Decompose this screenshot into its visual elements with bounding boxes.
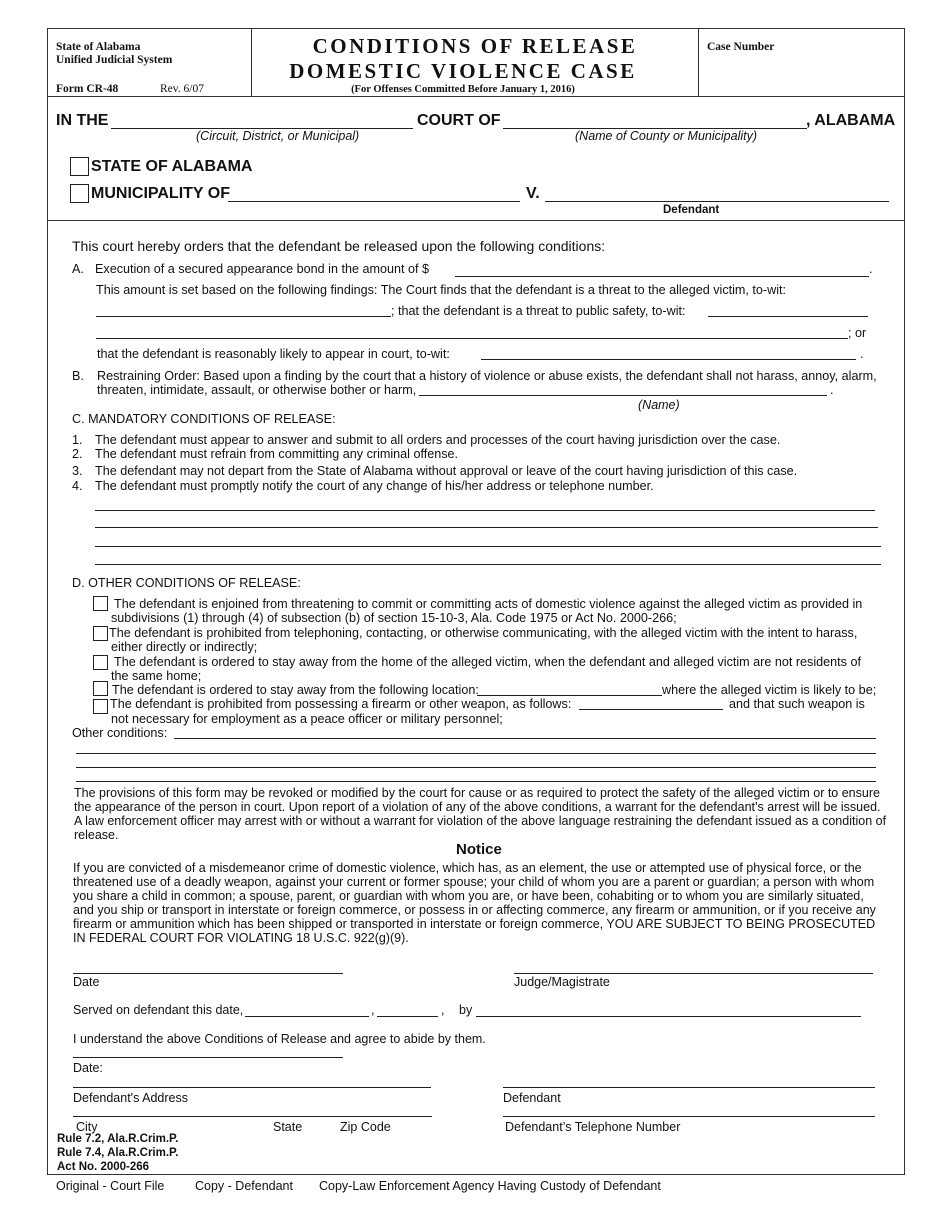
- other-text-4b: where the alleged victim is likely to be;: [662, 683, 877, 697]
- item-b-period: .: [830, 383, 834, 397]
- address-label: Defendant's Address: [73, 1091, 188, 1105]
- mandatory-text-4: The defendant must promptly notify the court of any change of his/her address or telephone number.: [95, 479, 654, 493]
- other-text-2b: either directly or indirectly;: [111, 640, 258, 654]
- other-text-3a: The defendant is ordered to stay away from the home of the alleged victim, when the defendant and alleged victim are not residents of: [114, 655, 861, 669]
- telephone-label: Defendant’s Telephone Number: [505, 1120, 681, 1134]
- header-divider-right: [698, 28, 699, 96]
- date-field[interactable]: [73, 973, 343, 974]
- item-a-public: ; that the defendant is a threat to public safety, to-wit:: [391, 304, 686, 318]
- protected-name-field[interactable]: [419, 395, 827, 396]
- state-label: State of Alabama: [56, 41, 141, 53]
- defendant-date-field[interactable]: [73, 1057, 343, 1058]
- rule-3: Act No. 2000-266: [57, 1161, 150, 1173]
- stay-away-location-field[interactable]: [477, 695, 662, 696]
- mandatory-num-2: 2.: [72, 447, 83, 461]
- item-a-findings: This amount is set based on the following findings: The Court finds that the defendant is a threat to the alleged victim, to-wit:: [96, 283, 787, 297]
- footer-original: Original - Court File: [56, 1179, 165, 1193]
- appear-field[interactable]: [481, 359, 856, 360]
- other-checkbox-4[interactable]: [93, 681, 108, 696]
- city-label: City: [76, 1120, 98, 1134]
- other-text-5c: not necessary for employment as a peace officer or military personnel;: [111, 712, 503, 726]
- mandatory-extra-line-2[interactable]: [95, 527, 878, 528]
- other-heading: D. OTHER CONDITIONS OF RELEASE:: [72, 576, 301, 590]
- served-comma-2: ,: [441, 1003, 445, 1017]
- served-label: Served on defendant this date,: [73, 1003, 244, 1017]
- notice-heading: Notice: [456, 841, 502, 858]
- other-checkbox-5[interactable]: [93, 699, 108, 714]
- telephone-field[interactable]: [503, 1116, 875, 1117]
- mandatory-extra-line-3[interactable]: [95, 546, 881, 547]
- defendant-signature-field[interactable]: [503, 1087, 875, 1088]
- mandatory-num-3: 3.: [72, 464, 83, 478]
- other-conditions-field-3[interactable]: [76, 767, 876, 768]
- court-type-hint: (Circuit, District, or Municipal): [196, 129, 360, 143]
- item-b-text-1: Restraining Order: Based upon a finding by the court that a history of violence or abuse exists, the defendant shall not harass, annoy, alarm,: [97, 369, 877, 383]
- bond-amount-field[interactable]: [455, 276, 869, 277]
- item-b-text-2: threaten, intimidate, assault, or otherwise bother or harm,: [97, 383, 417, 397]
- case-number-label: Case Number: [707, 41, 775, 53]
- other-conditions-field-2[interactable]: [76, 753, 876, 754]
- public-threat-field-1[interactable]: [708, 316, 868, 317]
- rule-1: Rule 7.2, Ala.R.Crim.P.: [57, 1133, 179, 1145]
- other-text-1a: The defendant is enjoined from threatening to commit or committing acts of domestic violence against the alleged victim as provided in: [114, 597, 863, 611]
- date-label: Date: [73, 975, 100, 989]
- other-text-1b: subdivisions (1) through (4) of subsection (b) of section 15-10-3, Ala. Code 1975 or Act No. 2000-266;: [111, 611, 677, 625]
- court-of-label: COURT OF: [417, 112, 501, 129]
- defendant-name-field[interactable]: [545, 201, 889, 202]
- municipality-option-label: MUNICIPALITY OF: [91, 185, 230, 202]
- firearm-field[interactable]: [579, 709, 723, 710]
- served-date-field[interactable]: [245, 1016, 369, 1017]
- other-conditions-field-1[interactable]: [174, 738, 876, 739]
- other-text-2a: The defendant is prohibited from telephoning, contacting, or otherwise communicating, with the alleged victim with the intent to harass,: [109, 626, 858, 640]
- state-checkbox[interactable]: [70, 157, 89, 176]
- mandatory-text-3: The defendant may not depart from the State of Alabama without approval or leave of the court having jurisdiction of this case.: [95, 464, 798, 478]
- county-hint: (Name of County or Municipality): [575, 129, 758, 143]
- public-threat-field-2[interactable]: [96, 338, 848, 339]
- item-a-period: .: [869, 262, 873, 276]
- other-checkbox-3[interactable]: [93, 655, 108, 670]
- defendant-address-field[interactable]: [73, 1087, 431, 1088]
- served-by-label: by: [459, 1003, 473, 1017]
- item-a-appear-period: .: [860, 347, 864, 361]
- served-year-field[interactable]: [377, 1016, 438, 1017]
- provisions-text: The provisions of this form may be revoked or modified by the court for cause or as required to protect the safety of the alleged victim or to ensure the appearance of the person in court. Upon report of a violation of any of the above conditions, a warrant for the defendant’s arrest will be issued. A law enforcement officer may arrest with or without a warrant for violation of the above language restraining the defendant issued as a condition of release.: [74, 786, 887, 842]
- notice-text: If you are convicted of a misdemeanor crime of domestic violence, which has, as an element, the use or attempted use of physical force, or the threatened use of a deadly weapon, against your current or former spouse; your child of whom you are a parent or guardian; a person with whom you share a child in common; a spouse, parent, or guardian with whom you are, or have been, cohabiting or to whom you are similarly situated, and you ship or transport in interstate or foreign commerce, or possess in or affecting commerce, any firearm or ammunition, or if you receive any firearm or ammunition which has been shipped or transported in interstate or foreign commerce, YOU ARE SUBJECT TO BEING PROSECUTED IN FEDERAL COURT FOR VIOLATING 18 U.S.C. 922(g)(9).: [73, 861, 876, 945]
- other-conditions-field-4[interactable]: [76, 781, 876, 782]
- revision: Rev. 6/07: [160, 83, 204, 95]
- form-title-line1: CONDITIONS OF RELEASE: [312, 34, 638, 58]
- defendant-hint: Defendant: [663, 204, 720, 216]
- form-subtitle: (For Offenses Committed Before January 1, 2016): [351, 84, 575, 95]
- mandatory-text-2: The defendant must refrain from committing any criminal offense.: [95, 447, 459, 461]
- judge-label: Judge/Magistrate: [514, 975, 610, 989]
- court-section-rule: [47, 220, 904, 221]
- item-a-or: ; or: [848, 326, 867, 340]
- form-number: Form CR-48: [56, 83, 119, 95]
- mandatory-heading: C. MANDATORY CONDITIONS OF RELEASE:: [72, 412, 336, 426]
- mandatory-num-4: 4.: [72, 479, 83, 493]
- other-checkbox-1[interactable]: [93, 596, 108, 611]
- mandatory-extra-line-4[interactable]: [95, 564, 881, 565]
- versus-label: V.: [526, 185, 540, 202]
- name-hint: (Name): [638, 398, 680, 412]
- in-the-label: IN THE: [56, 112, 109, 129]
- city-state-zip-field[interactable]: [73, 1116, 432, 1117]
- other-checkbox-2[interactable]: [93, 626, 108, 641]
- footer-copy-law: Copy-Law Enforcement Agency Having Custody of Defendant: [319, 1179, 661, 1193]
- alabama-label: , ALABAMA: [806, 112, 896, 129]
- state-option-label: STATE OF ALABAMA: [91, 158, 253, 175]
- state-label-2: State: [273, 1120, 303, 1134]
- mandatory-text-1: The defendant must appear to answer and submit to all orders and processes of the court having jurisdiction over the case.: [95, 433, 781, 447]
- victim-threat-field[interactable]: [96, 316, 391, 317]
- municipality-checkbox[interactable]: [70, 184, 89, 203]
- understand-text: I understand the above Conditions of Release and agree to abide by them.: [73, 1032, 486, 1046]
- item-a-appear: that the defendant is reasonably likely to appear in court, to-wit:: [97, 347, 450, 361]
- other-conditions-label: Other conditions:: [72, 726, 168, 740]
- other-text-4a: The defendant is ordered to stay away from the following location:: [112, 683, 479, 697]
- footer-copy-defendant: Copy - Defendant: [195, 1179, 293, 1193]
- judge-signature-field[interactable]: [514, 973, 873, 974]
- mandatory-extra-line-1[interactable]: [95, 510, 875, 511]
- item-a-letter: A.: [72, 262, 84, 276]
- other-text-5a: The defendant is prohibited from possessing a firearm or other weapon, as follows:: [110, 697, 572, 711]
- defendant-signature-label: Defendant: [503, 1091, 561, 1105]
- defendant-date-label: Date:: [73, 1061, 103, 1075]
- system-label: Unified Judicial System: [56, 54, 173, 66]
- rule-2: Rule 7.4, Ala.R.Crim.P.: [57, 1147, 179, 1159]
- zip-label: Zip Code: [340, 1120, 391, 1134]
- municipality-field[interactable]: [228, 201, 520, 202]
- item-b-letter: B.: [72, 369, 84, 383]
- form-title-line2: DOMESTIC VIOLENCE CASE: [289, 59, 637, 83]
- intro-text: This court hereby orders that the defendant be released upon the following conditions:: [72, 238, 606, 254]
- served-by-field[interactable]: [476, 1016, 861, 1017]
- served-comma-1: ,: [371, 1003, 375, 1017]
- mandatory-num-1: 1.: [72, 433, 83, 447]
- item-a-text: Execution of a secured appearance bond in the amount of $: [95, 262, 429, 276]
- other-text-5b: and that such weapon is: [729, 697, 865, 711]
- other-text-3b: the same home;: [111, 669, 202, 683]
